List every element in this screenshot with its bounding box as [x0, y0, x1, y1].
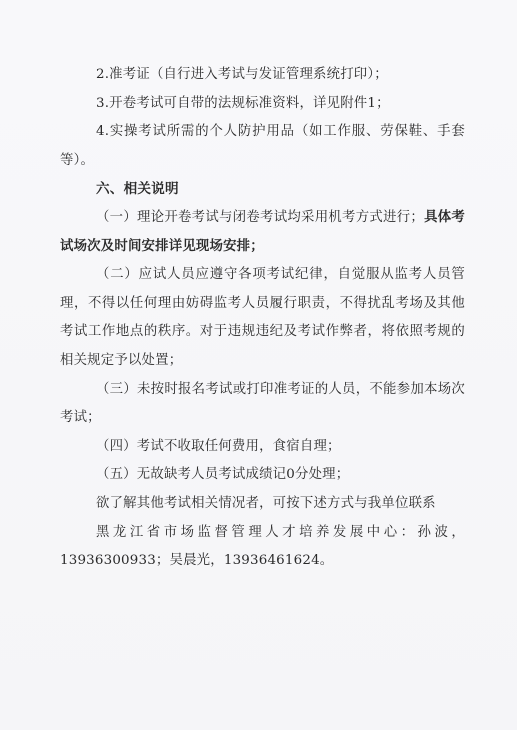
note-5: （五）无故缺考人员考试成绩记0分处理； — [96, 467, 350, 483]
note-3: （三）未按时报名考试或打印准考证的人员，不能参加本场次考试； — [60, 381, 465, 426]
item-protective-equipment: 4.实操考试所需的个人防护用品（如工作服、劳保鞋、手套等）。 — [60, 124, 465, 168]
item-admission-ticket: 2.准考证（自行进入考试与发证管理系统打印）； — [96, 67, 388, 82]
note-1-bold-text: 具体考试场次及时间安排详见现场安排； — [60, 209, 465, 254]
contact-detail: 黑龙江省市场监督管理人才培养发展中心：孙波，13936300933；吴晨光，13936461624。 — [60, 524, 465, 569]
note-1 — [60, 204, 465, 261]
note-1-text: （一）理论开卷考试与闭卷考试均采用机考方式进行； — [96, 209, 424, 225]
note-2: （二）应试人员应遵守各项考试纪律，自觉服从监考人员管理，不得以任何理由妨碍监考人员履行职责，不得扰乱考场及其他考试工作地点的秩序。对于违规违纪及考试作弊者，将依照考规的相关规定予以处置； — [60, 267, 465, 368]
item-open-book-materials: 3.开卷考试可自带的法规标准资料，详见附件1； — [96, 95, 390, 111]
note-4: （四）考试不收取任何费用，食宿自理； — [96, 438, 341, 454]
section-heading: 六、相关说明 — [96, 181, 179, 198]
contact-intro: 欲了解其他考试相关情况者，可按下述方式与我单位联系 — [96, 495, 436, 511]
